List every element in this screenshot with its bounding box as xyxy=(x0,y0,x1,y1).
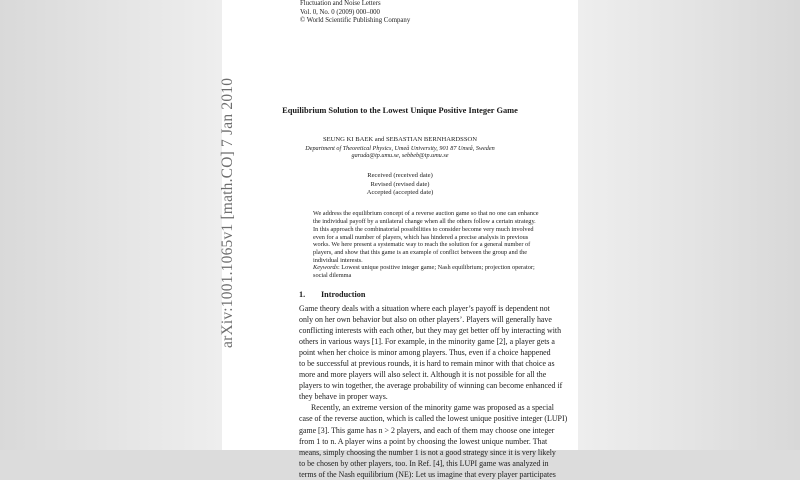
paper-title: Equilibrium Solution to the Lowest Unique Positive Integer Game xyxy=(282,106,518,115)
journal-name: Fluctuation and Noise Letters xyxy=(300,0,381,7)
body-line: more and more players will also select it. Although it is not possible for all the xyxy=(299,370,547,380)
introduction-body xyxy=(299,303,579,480)
keywords xyxy=(313,264,569,280)
keywords-line-2: social dilemma xyxy=(313,271,352,279)
affiliation-department: Department of Theoretical Physics, Umeå University, 901 87 Umeå, Sweden xyxy=(305,145,495,152)
body-line: game [3]. This game has n > 2 players, and each of them may choose one integer xyxy=(299,425,555,435)
section-heading-introduction xyxy=(299,290,365,299)
abstract-line: individual interests. xyxy=(313,257,363,265)
body-line: case of the reverse auction, which is called the lowest unique positive integer (LUPI) xyxy=(299,414,568,424)
journal-volume: Vol. 0, No. 0 (2009) 000–000 xyxy=(300,8,380,16)
abstract-line: works. We here present a systematic way to reach the solution for a general number of xyxy=(313,241,531,249)
body-line: others in various ways [1]. For example, in the minority game [2], a player gets a xyxy=(299,337,555,347)
body-line: Game theory deals with a situation where each player’s payoff is dependent not xyxy=(299,304,550,313)
body-line: conflicting interests with each other, but they may get better off by interacting with xyxy=(299,326,562,336)
journal-header xyxy=(300,0,410,26)
viewer-background-left xyxy=(0,0,222,450)
section-number: 1. xyxy=(299,290,306,299)
submission-dates xyxy=(222,172,578,198)
paper-authors: SEUNG KI BAEK and SEBASTIAN BERNHARDSSON xyxy=(322,136,478,143)
body-line: to be successful at previous rounds, it is hard to remain minor with that choice as xyxy=(299,359,555,369)
body-line: from 1 to n. A player wins a point by choosing the lowest unique number. That xyxy=(299,436,548,446)
keywords-line-1 xyxy=(313,264,569,272)
affiliation-emails: garuda@tp.umu.se, sebbeb@tp.umu.se xyxy=(351,152,449,160)
abstract-line: even for a small number of players, which has hindered a precise analysis in previous xyxy=(313,233,529,241)
viewer-background-right xyxy=(578,0,800,450)
journal-copyright: © World Scientific Publishing Company xyxy=(300,17,411,25)
abstract-line: We address the equilibrium concept of a reverse auction game so that no one can enhance xyxy=(313,210,539,217)
author-affiliation xyxy=(222,145,578,160)
body-line: only on her own behavior but also on other players’. Players will generally have xyxy=(299,315,552,325)
section-title: Introduction xyxy=(321,290,366,299)
abstract xyxy=(313,210,563,265)
date-received: Received (received date) xyxy=(367,172,433,179)
abstract-line: In this approach the combinatorial possibilities to consider become very much involved xyxy=(313,225,534,233)
body-line: terms of the Nash equilibrium (NE): Let us imagine that every player participates xyxy=(299,469,556,479)
body-line: they behave in proper ways. xyxy=(299,392,388,402)
body-line: players to win together, the average probability of winning can become enhanced if xyxy=(299,381,563,391)
body-line: Recently, an extreme version of the minority game was proposed as a special xyxy=(311,403,554,413)
body-line: to be chosen by other players, too. In Ref. [4], this LUPI game was analyzed in xyxy=(299,458,549,468)
keywords-text: : Lowest unique positive integer game; Nash equilibrium; projection operator; xyxy=(337,264,535,271)
keywords-label: Keywords xyxy=(313,264,338,271)
date-accepted: Accepted (accepted date) xyxy=(366,189,434,197)
date-revised: Revised (revised date) xyxy=(370,180,430,188)
abstract-line: players, and show that this game is an example of conflict between the group and the xyxy=(313,249,528,257)
abstract-line: the individual payoff by a unilateral change when all the others follow a certain strategy. xyxy=(313,217,536,225)
body-line: point when her choice is minor among players. Thus, even if a choice happened xyxy=(299,348,551,358)
arxiv-identifier-stamp: arXiv:1001.1065v1 [math.CO] 7 Jan 2010 xyxy=(219,77,236,348)
body-line: means, simply choosing the number 1 is not a good strategy since it is very likely xyxy=(299,447,556,457)
